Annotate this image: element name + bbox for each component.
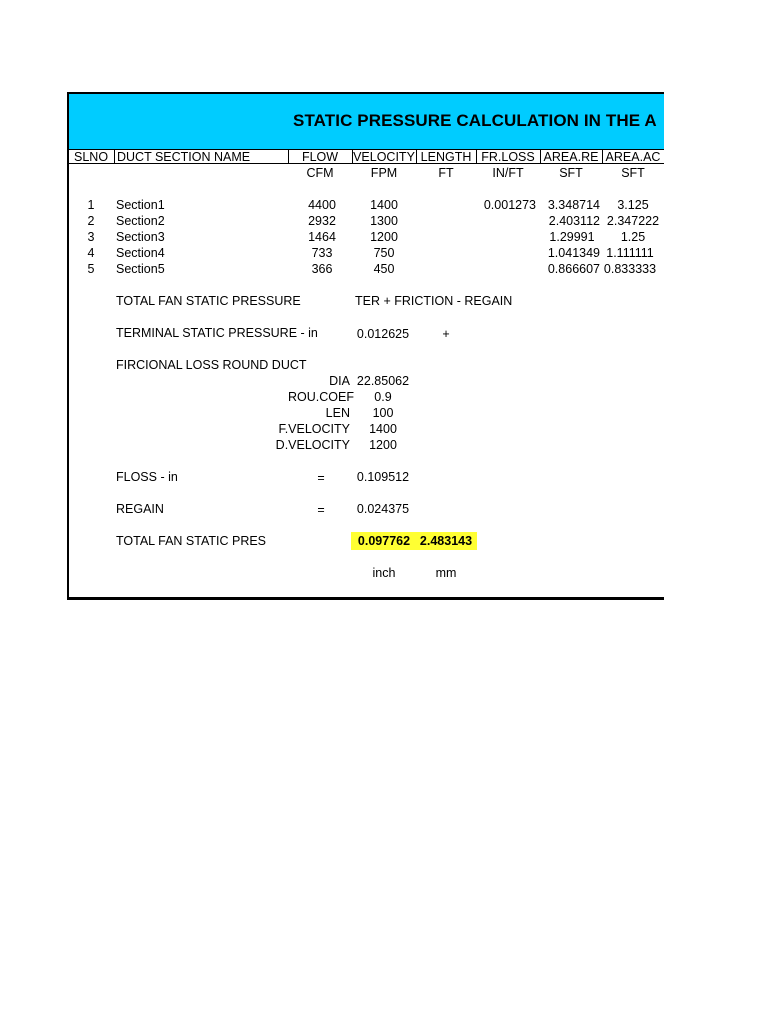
header-flow: FLOW [301,150,339,164]
row-area-ac: 1.111111 [606,246,654,260]
header-area-ac: AREA.AC [605,150,661,164]
row-area-ac: 0.833333 [603,262,657,276]
result-mm-value: 2.483143 [419,534,473,548]
terminal-static-pressure-label: TERMINAL STATIC PRESSURE - in [116,326,318,340]
header-separator [114,149,115,164]
unit-area-re: SFT [559,166,583,180]
param-label-f-velocity: F.VELOCITY [278,422,350,436]
row-flow: 4400 [308,198,336,212]
result-inch-value: 0.097762 [357,534,411,548]
sheet-bottom-border [67,597,664,600]
plus-sign: + [442,327,450,341]
param-label-dia: DIA [329,374,350,388]
row-name: Section4 [116,246,165,260]
row-name: Section2 [116,214,165,228]
unit-mm: mm [435,566,457,580]
floss-equals: = [317,471,325,485]
row-area-re: 2.403112 [548,214,600,228]
param-label-rou-coef: ROU.COEF [288,390,354,404]
row-slno: 3 [87,230,95,244]
row-velocity: 1400 [370,198,398,212]
regain-equals: = [317,503,325,517]
row-flow: 366 [311,262,333,276]
param-value-d-velocity: 1200 [369,438,397,452]
row-flow: 2932 [308,214,336,228]
unit-frloss: IN/FT [492,166,524,180]
row-area-ac: 1.25 [620,230,646,244]
unit-velocity: FPM [370,166,398,180]
param-label-d-velocity: D.VELOCITY [275,438,350,452]
total-fan-static-pres-label: TOTAL FAN STATIC PRES [116,534,267,548]
sheet-top-border [67,92,664,94]
header-duct-section-name: DUCT SECTION NAME [117,150,251,164]
header-separator [540,149,541,164]
header-separator [288,149,289,164]
row-slno: 1 [87,198,95,212]
row-velocity: 1300 [370,214,398,228]
unit-flow: CFM [306,166,334,180]
row-slno: 4 [87,246,95,260]
row-name: Section5 [116,262,165,276]
sheet-title: STATIC PRESSURE CALCULATION IN THE A [293,111,657,130]
row-area-re: 1.041349 [547,246,600,260]
unit-length: FT [438,166,454,180]
param-value-f-velocity: 1400 [369,422,397,436]
param-label-len: LEN [325,406,350,420]
floss-value: 0.109512 [356,470,410,484]
row-flow: 733 [311,246,333,260]
row-slno: 5 [87,262,95,276]
frictional-loss-label: FIRCIONAL LOSS ROUND DUCT [116,358,307,372]
total-fan-static-pressure-label: TOTAL FAN STATIC PRESSURE [116,294,301,308]
row-velocity: 750 [373,246,395,260]
header-separator [602,149,603,164]
terminal-static-pressure-value: 0.012625 [356,327,410,341]
regain-label: REGAIN [116,502,164,516]
row-slno: 2 [87,214,95,228]
row-area-ac: 2.347222 [606,214,660,228]
total-fan-formula: TER + FRICTION - REGAIN [355,294,513,308]
row-area-ac: 3.125 [617,198,649,212]
row-area-re: 3.348714 [547,198,600,212]
header-length: LENGTH [420,150,472,164]
header-slno: SLNO [74,150,109,164]
row-area-re: 1.29991 [549,230,595,244]
header-frloss: FR.LOSS [481,150,535,164]
sheet-left-border [67,92,69,600]
row-flow: 1464 [308,230,336,244]
header-separator [416,149,417,164]
header-separator [476,149,477,164]
param-value-len: 100 [372,406,394,420]
unit-inch: inch [372,566,396,580]
param-value-rou-coef: 0.9 [374,390,392,404]
row-name: Section3 [116,230,165,244]
regain-value: 0.024375 [356,502,410,516]
row-area-re: 0.866607 [547,262,600,276]
row-velocity: 1200 [370,230,398,244]
header-area-re: AREA.RE [543,150,599,164]
floss-label: FLOSS - in [116,470,178,484]
row-frloss: 0.001273 [483,198,536,212]
header-velocity: VELOCITY [353,150,415,164]
row-name: Section1 [116,198,165,212]
spreadsheet-sheet [67,92,664,600]
unit-area-ac: SFT [621,166,645,180]
param-value-dia: 22.85062 [356,374,410,388]
row-velocity: 450 [373,262,395,276]
